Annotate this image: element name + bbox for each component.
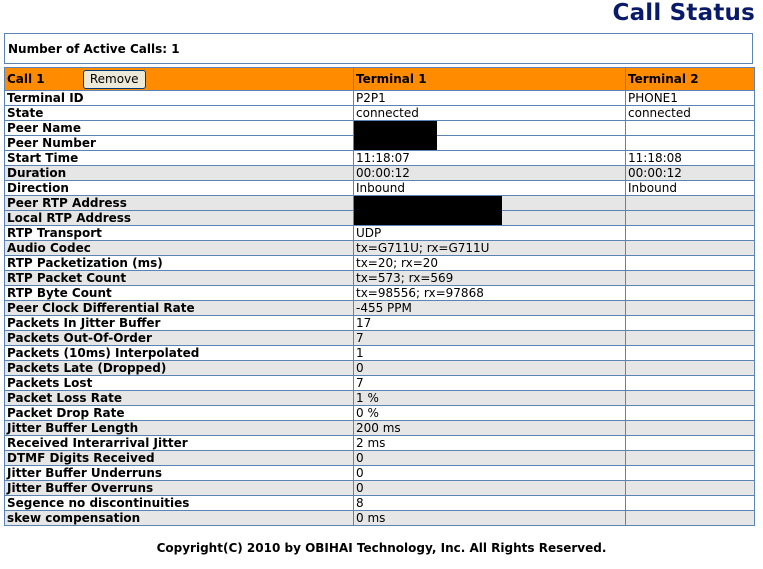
terminal1-value: 7 — [354, 331, 626, 346]
copyright-footer: Copyright(C) 2010 by OBIHAI Technology, Inc. All Rights Reserved. — [156, 541, 607, 555]
table-row — [5, 436, 755, 451]
terminal1-value: -455 PPM — [354, 301, 626, 316]
terminal1-value — [354, 121, 626, 136]
table-row — [5, 241, 755, 256]
terminal2-header: Terminal 2 — [626, 68, 755, 91]
terminal2-value — [626, 226, 755, 241]
table-row — [5, 106, 755, 121]
terminal2-value: Inbound — [626, 181, 755, 196]
row-label: Packets In Jitter Buffer — [5, 316, 354, 331]
row-label: Jitter Buffer Length — [5, 421, 354, 436]
row-label: Packets (10ms) Interpolated — [5, 346, 354, 361]
table-row — [5, 406, 755, 421]
terminal1-value: Inbound — [354, 181, 626, 196]
table-row — [5, 496, 755, 511]
terminal2-value — [626, 136, 755, 151]
terminal1-value: 00:00:12 — [354, 166, 626, 181]
terminal2-value — [626, 361, 755, 376]
call-header-row — [5, 68, 755, 91]
row-label: Jitter Buffer Overruns — [5, 481, 354, 496]
row-label: Peer Name — [5, 121, 354, 136]
row-label: Direction — [5, 181, 354, 196]
row-label: Packet Loss Rate — [5, 391, 354, 406]
row-label: Packets Late (Dropped) — [5, 361, 354, 376]
terminal2-value — [626, 211, 755, 226]
row-label: Start Time — [5, 151, 354, 166]
terminal1-value: tx=G711U; rx=G711U — [354, 241, 626, 256]
row-label: DTMF Digits Received — [5, 451, 354, 466]
row-label: Peer Clock Differential Rate — [5, 301, 354, 316]
terminal1-value: connected — [354, 106, 626, 121]
terminal2-value: 11:18:08 — [626, 151, 755, 166]
terminal2-value — [626, 241, 755, 256]
active-calls-box — [4, 33, 753, 64]
terminal1-value: UDP — [354, 226, 626, 241]
row-label: State — [5, 106, 354, 121]
terminal2-value — [626, 331, 755, 346]
terminal1-value: 2 ms — [354, 436, 626, 451]
terminal2-value — [626, 271, 755, 286]
terminal1-value: 200 ms — [354, 421, 626, 436]
table-row — [5, 481, 755, 496]
row-label: RTP Packet Count — [5, 271, 354, 286]
terminal1-value: tx=20; rx=20 — [354, 256, 626, 271]
table-row — [5, 346, 755, 361]
terminal1-value: 8 — [354, 496, 626, 511]
table-row — [5, 331, 755, 346]
terminal1-header: Terminal 1 — [354, 68, 626, 91]
table-row — [5, 301, 755, 316]
terminal2-value — [626, 286, 755, 301]
terminal2-value: connected — [626, 106, 755, 121]
table-row — [5, 316, 755, 331]
call-header-cell — [5, 68, 354, 91]
terminal2-value: PHONE1 — [626, 91, 755, 106]
terminal1-value: 0 — [354, 481, 626, 496]
table-row — [5, 271, 755, 286]
table-row — [5, 151, 755, 166]
remove-call-button[interactable]: Remove — [83, 70, 146, 89]
row-label: Segence no discontinuities — [5, 496, 354, 511]
table-row — [5, 391, 755, 406]
terminal2-value — [626, 196, 755, 211]
terminal2-value — [626, 376, 755, 391]
terminal1-value: 11:18:07 — [354, 151, 626, 166]
terminal2-value — [626, 481, 755, 496]
terminal1-value: tx=573; rx=569 — [354, 271, 626, 286]
terminal1-value: 0 — [354, 466, 626, 481]
table-row — [5, 166, 755, 181]
terminal2-value: 00:00:12 — [626, 166, 755, 181]
table-row — [5, 286, 755, 301]
row-label: Audio Codec — [5, 241, 354, 256]
row-label: Packets Lost — [5, 376, 354, 391]
page-title: Call Status — [612, 0, 755, 26]
table-row — [5, 376, 755, 391]
terminal1-value — [354, 196, 626, 211]
table-row — [5, 361, 755, 376]
table-row — [5, 181, 755, 196]
terminal1-value: 17 — [354, 316, 626, 331]
terminal1-value: P2P1 — [354, 91, 626, 106]
terminal2-value — [626, 406, 755, 421]
row-label: Packet Drop Rate — [5, 406, 354, 421]
row-label: Received Interarrival Jitter — [5, 436, 354, 451]
row-label: Peer RTP Address — [5, 196, 354, 211]
table-row — [5, 226, 755, 241]
redacted-rtp-address — [354, 196, 502, 225]
row-label: Terminal ID — [5, 91, 354, 106]
terminal2-value — [626, 256, 755, 271]
table-row — [5, 451, 755, 466]
terminal2-value — [626, 316, 755, 331]
table-row — [5, 256, 755, 271]
terminal2-value — [626, 436, 755, 451]
table-row — [5, 421, 755, 436]
terminal2-value — [626, 496, 755, 511]
row-label: RTP Byte Count — [5, 286, 354, 301]
terminal1-value: 0 — [354, 361, 626, 376]
table-row — [5, 466, 755, 481]
table-row — [5, 121, 755, 136]
terminal1-value: 7 — [354, 376, 626, 391]
terminal2-value — [626, 421, 755, 436]
row-label: Peer Number — [5, 136, 354, 151]
terminal1-value: 0 ms — [354, 511, 626, 526]
call-label: Call 1 — [7, 72, 45, 86]
terminal2-value — [626, 301, 755, 316]
redacted-peer-name-number — [354, 121, 437, 150]
active-calls-count: Number of Active Calls: 1 — [8, 42, 180, 56]
row-label: RTP Transport — [5, 226, 354, 241]
terminal1-value: 0 — [354, 451, 626, 466]
table-row — [5, 196, 755, 211]
terminal2-value — [626, 511, 755, 526]
row-label: Local RTP Address — [5, 211, 354, 226]
row-label: skew compensation — [5, 511, 354, 526]
terminal1-value: tx=98556; rx=97868 — [354, 286, 626, 301]
call-status-table — [4, 67, 755, 526]
row-label: Jitter Buffer Underruns — [5, 466, 354, 481]
terminal2-value — [626, 451, 755, 466]
terminal1-value: 1 % — [354, 391, 626, 406]
row-label: RTP Packetization (ms) — [5, 256, 354, 271]
table-row — [5, 511, 755, 526]
terminal1-value: 1 — [354, 346, 626, 361]
row-label: Duration — [5, 166, 354, 181]
terminal2-value — [626, 391, 755, 406]
terminal2-value — [626, 121, 755, 136]
row-label: Packets Out-Of-Order — [5, 331, 354, 346]
terminal2-value — [626, 346, 755, 361]
table-row — [5, 91, 755, 106]
terminal1-value: 0 % — [354, 406, 626, 421]
terminal2-value — [626, 466, 755, 481]
